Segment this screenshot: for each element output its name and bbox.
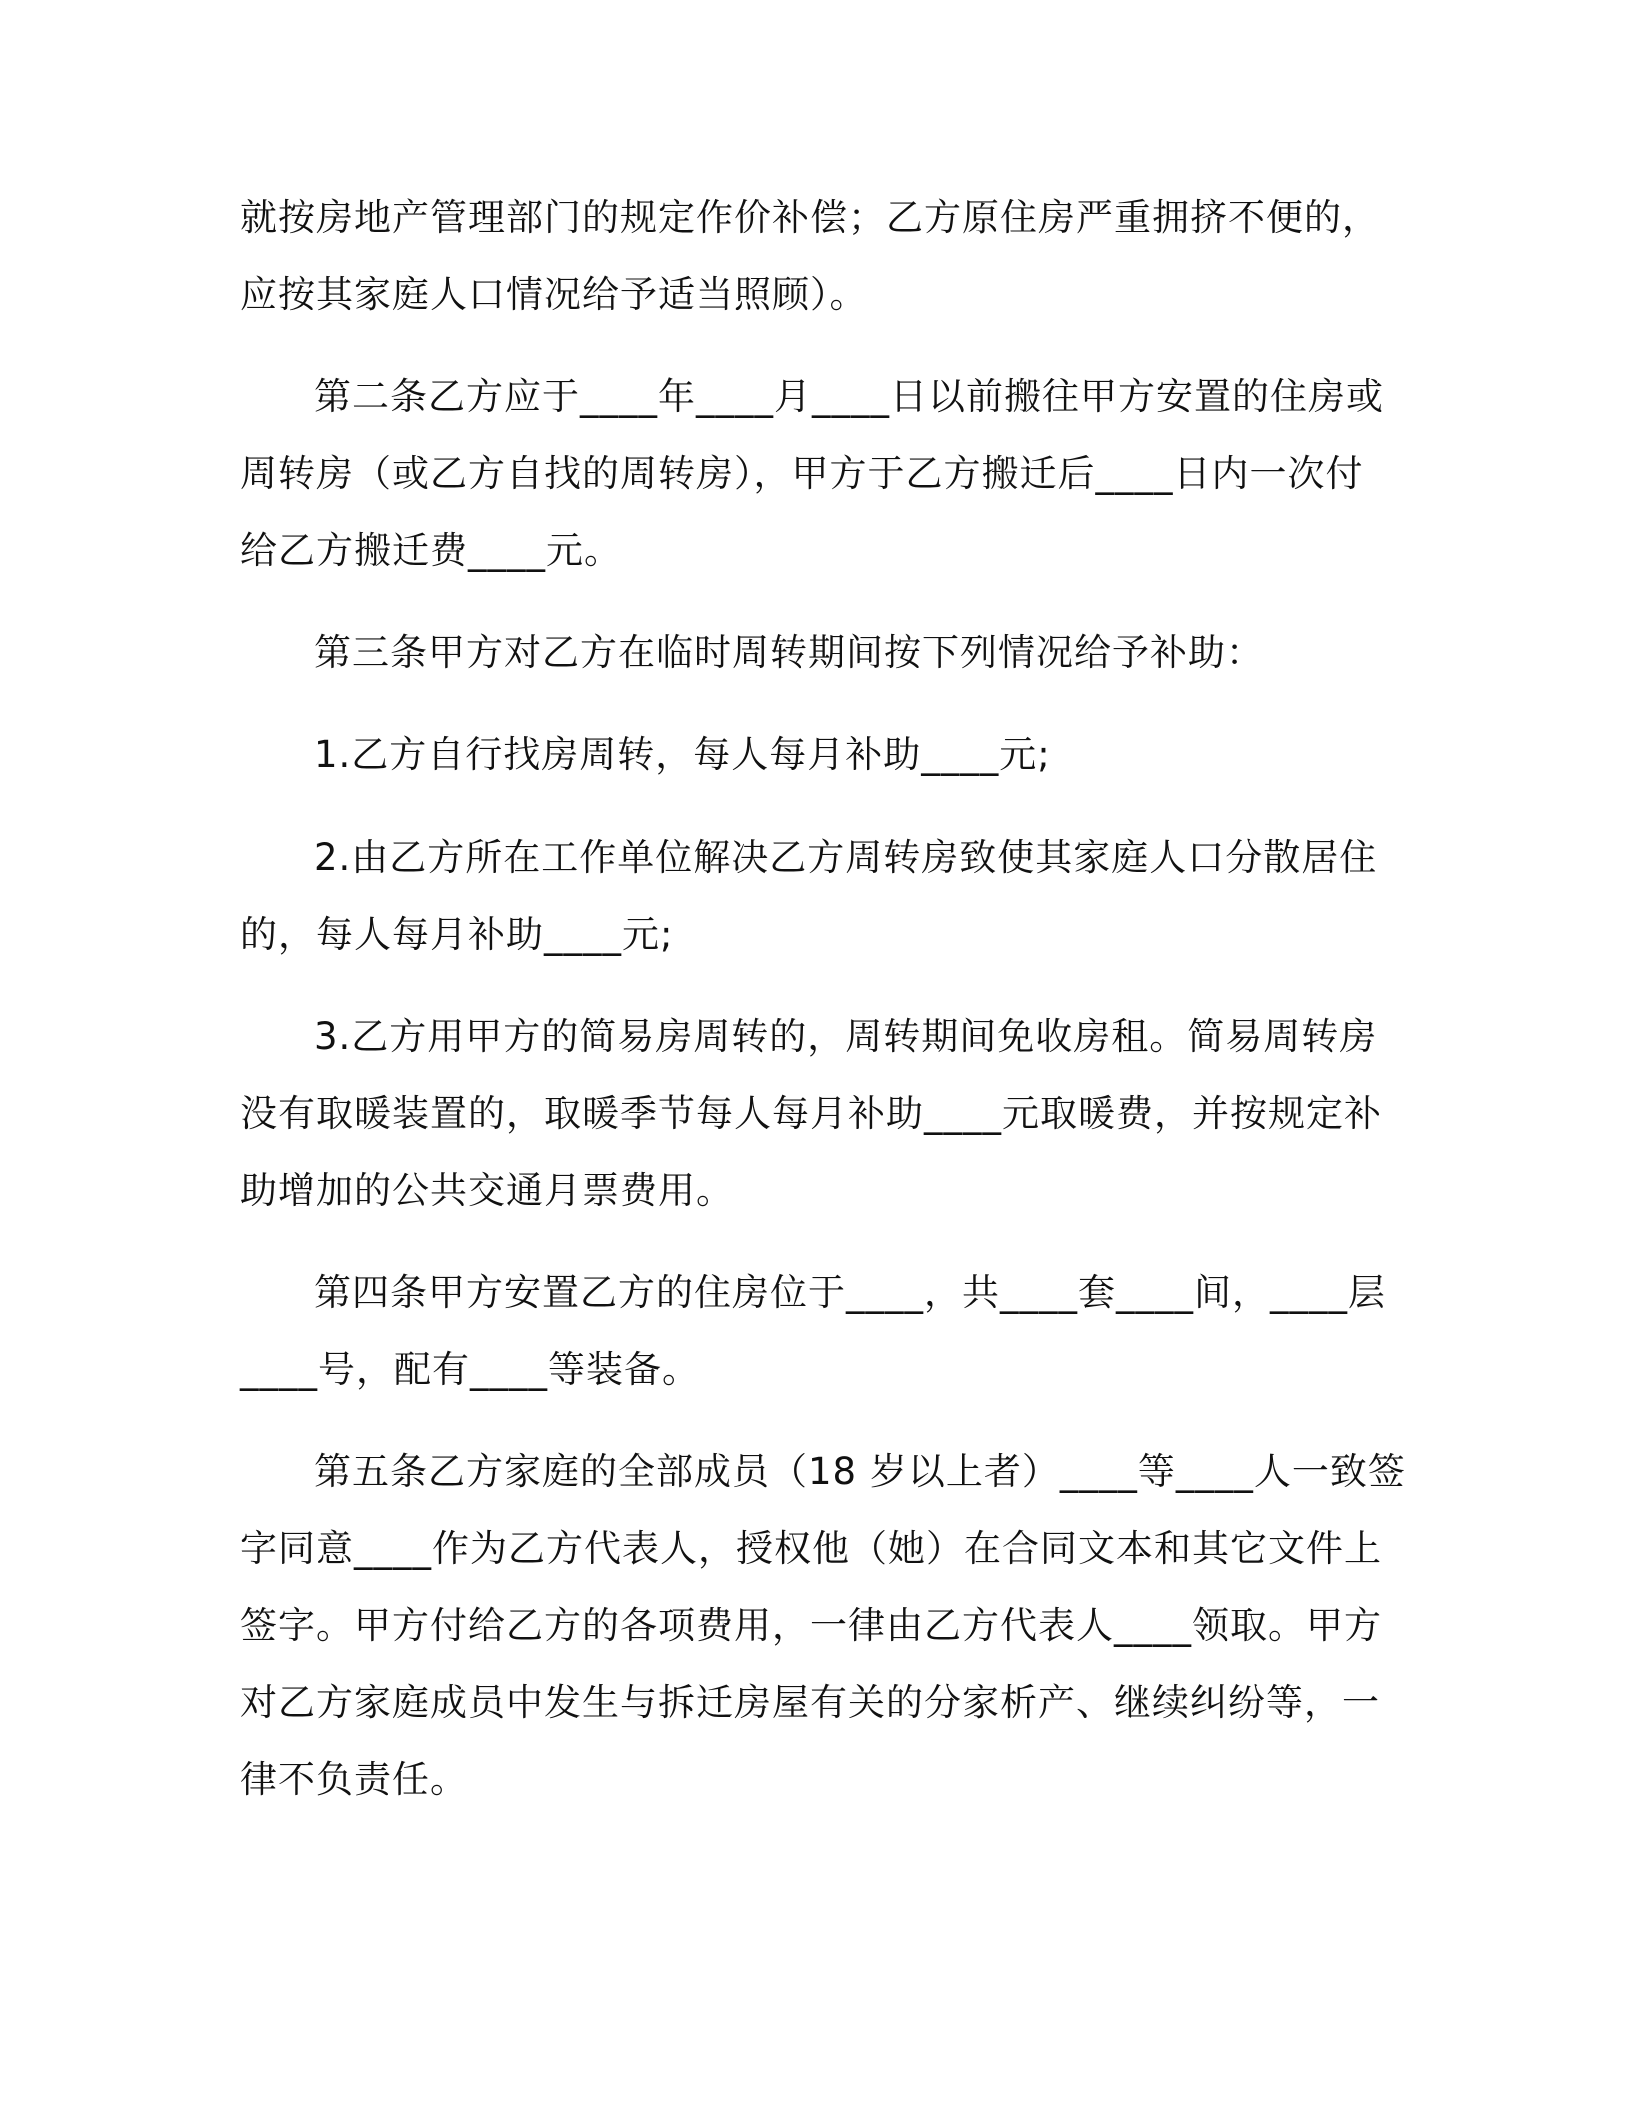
text-line: 字同意____作为乙方代表人，授权他（她）在合同文本和其它文件上 [240, 1527, 1382, 1570]
text-line: 助增加的公共交通月票费用。 [240, 1169, 734, 1212]
text-line: 律不负责任。 [240, 1758, 468, 1801]
paragraph-article-5-line: 第五条乙方家庭的全部成员（18 岁以上者）____等____人一致签 [314, 1450, 1406, 1493]
paragraph-article-4-line: 第四条甲方安置乙方的住房位于____，共____套____间，____层 [314, 1271, 1386, 1314]
text-line: ____号，配有____等装备。 [240, 1348, 700, 1391]
list-item-3: 3.乙方用甲方的简易房周转的，周转期间免收房租。简易周转房 [314, 1015, 1378, 1058]
list-item-1: 1.乙方自行找房周转，每人每月补助____元; [314, 733, 1051, 776]
text-line: 没有取暖装置的，取暖季节每人每月补助____元取暖费，并按规定补 [240, 1092, 1382, 1135]
paragraph-article-3-line: 第三条甲方对乙方在临时周转期间按下列情况给予补助： [314, 631, 1264, 674]
text-line: 应按其家庭人口情况给予适当照顾）。 [240, 273, 868, 316]
paragraph-article-2-line: 第二条乙方应于____年____月____日以前搬往甲方安置的住房或 [314, 375, 1384, 418]
text-line: 给乙方搬迁费____元。 [240, 529, 622, 572]
text-line: 周转房（或乙方自找的周转房），甲方于乙方搬迁后____日内一次付 [240, 452, 1364, 495]
list-item-2: 2.由乙方所在工作单位解决乙方周转房致使其家庭人口分散居住 [314, 836, 1378, 879]
text-line: 就按房地产管理部门的规定作价补偿；乙方原住房严重拥挤不便的， [240, 196, 1380, 239]
text-line: 对乙方家庭成员中发生与拆迁房屋有关的分家析产、继续纠纷等，一 [240, 1681, 1380, 1724]
text-line: 的，每人每月补助____元; [240, 913, 674, 956]
text-line: 签字。甲方付给乙方的各项费用，一律由乙方代表人____领取。甲方 [240, 1604, 1382, 1647]
